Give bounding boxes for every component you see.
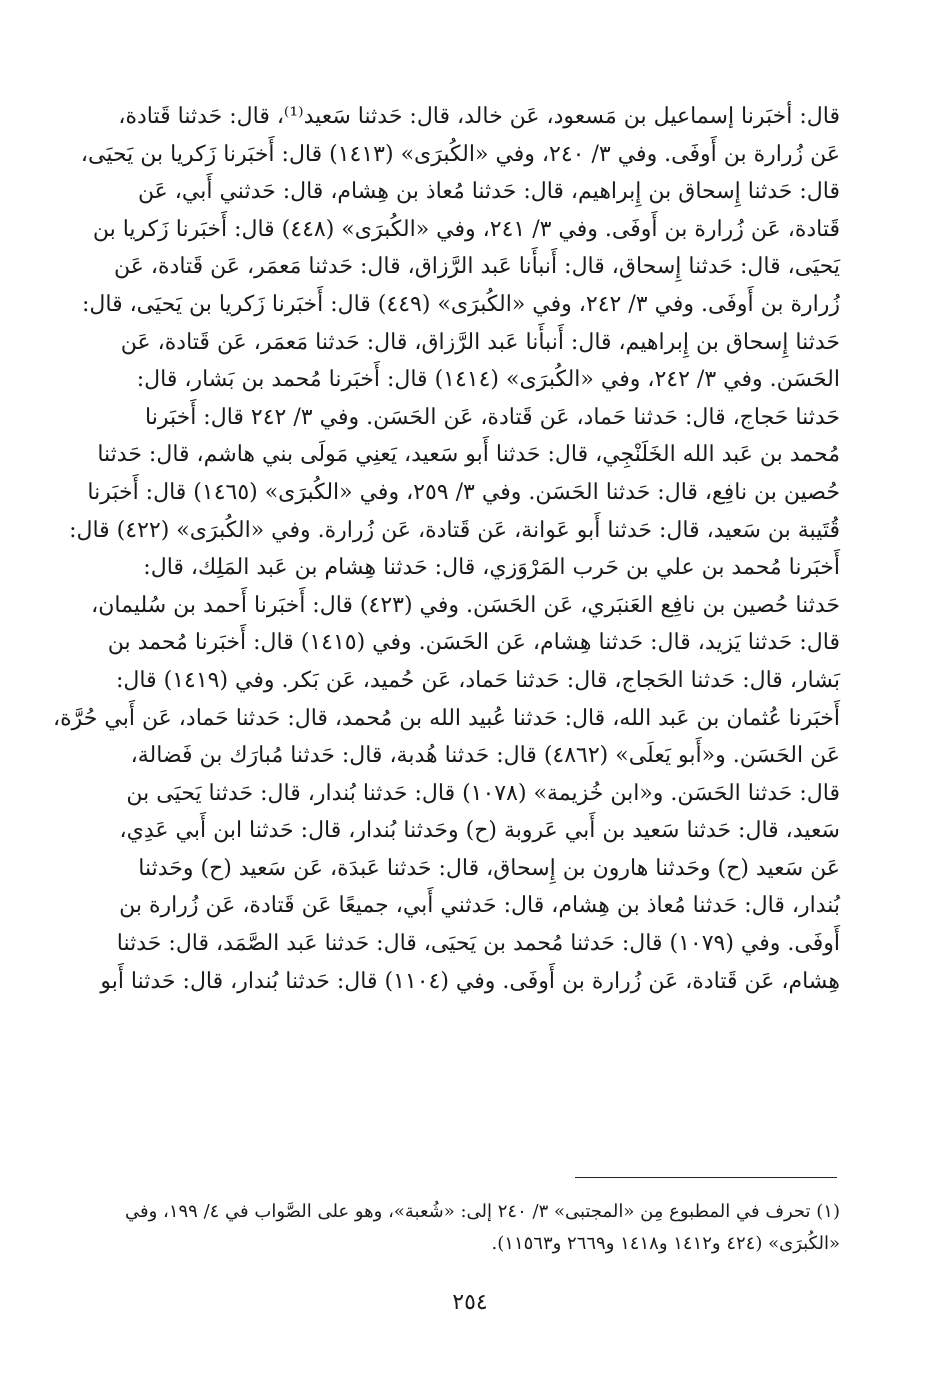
text-line: حَدثنا حَجاج، قال: حَدثنا حَماد، عَن قَتادة، عَن الحَسَن. وفي ٣/ ٢٤٢ قال: أَخبَرنا [145,404,840,430]
text-line: قَتادة، عَن زُرارة بن أَوفَى. وفي ٣/ ٢٤١، وفي «الكُبرَى» (٤٤٨) قال: أَخبَرنا زَكريا بن [92,216,840,242]
text-line: عَن سَعيد (ح) وحَدثنا هارون بن إِسحاق، قال: حَدثنا عَبدَة، عَن سَعيد (ح) وحَدثنا [138,855,840,881]
text-line: أَخبَرنا عُثمان بن عَبد الله، قال: حَدثنا عُبيد الله بن مُحمد، قال: حَدثنا حَماد، عَن أَبي حُرَّة، [53,705,840,731]
footnote-line: «الكُبرَى» (٤٢٤ و١٤١٢ و١٤١٨ و٢٦٦٩ و١١٥٦٣). [491,1233,840,1254]
text-line: عَن زُرارة بن أَوفَى. وفي ٣/ ٢٤٠، وفي «الكُبرَى» (١٤١٣) قال: أَخبَرنا زَكريا بن يَحيَى، [80,141,840,167]
page-number: ٢٥٤ [452,1290,488,1315]
main-text-block [53,98,840,1000]
text-line: بَشار، قال: حَدثنا الحَجاج، قال: حَدثنا حَماد، عَن حُميد، عَن بَكر. وفي (١٤١٩) قال: [116,667,840,693]
text-line: مُحمد بن عَبد الله الخَلَنْجِي، قال: حَدثنا أَبو سَعيد، يَعنِي مَولَى بني هاشم، قال: حَدثنا [97,442,840,468]
text-line: قال: أخبَرنا إسماعيل بن مَسعود، عَن خالد، قال: حَدثنا سَعيد⁽¹⁾، قال: حَدثنا قَتادة، [118,104,840,129]
text-line: سَعيد، قال: حَدثنا سَعيد بن أَبي عَروبة (ح) وحَدثنا بُندار، قال: حَدثنا ابن أَبي عَدِي، [119,818,840,844]
text-line: أَوفَى. وفي (١٠٧٩) قال: حَدثنا مُحمد بن يَحيَى، قال: حَدثنا عَبد الصَّمَد، قال: حَدثنا [116,931,840,957]
footnote-line: (١) تحرف في المطبوع مِن «المجتبى» ٣/ ٢٤٠ إلى: «شُعبة»، وهو على الصَّواب في ٤/ ١٩٩، وفي [125,1201,840,1222]
text-line: يَحيَى، قال: حَدثنا إِسحاق، قال: أَنبأَنا عَبد الرَّزاق، قال: حَدثنا مَعمَر، عَن قَتادة، عَن [114,254,840,280]
text-line: زُرارة بن أَوفَى. وفي ٣/ ٢٤٢، وفي «الكُبرَى» (٤٤٩) قال: أَخبَرنا زَكريا بن يَحيَى، قال: [81,291,840,317]
text-line: بُندار، قال: حَدثنا مُعاذ بن هِشام، قال: حَدثني أَبي، جميعًا عَن قَتادة، عَن زُرارة بن [119,893,840,919]
text-line: قُتَيبة بن سَعيد، قال: حَدثنا أَبو عَوانة، عَن قَتادة، عَن زُرارة. وفي «الكُبرَى» (٤٢٢) قال: [69,517,840,543]
text-line: أَخبَرنا مُحمد بن علي بن حَرب المَرْوَزي، قال: حَدثنا هِشام بن عَبد المَلِك، قال: [143,555,840,581]
text-line: حَدثنا إِسحاق بن إِبراهيم، قال: أَنبأَنا عَبد الرَّزاق، قال: حَدثنا مَعمَر، عَن قَتادة، عَن [120,329,840,355]
text-line: قال: حَدثنا يَزيد، قال: حَدثنا هِشام، عَن الحَسَن. وفي (١٤١٥) قال: أَخبَرنا مُحمد بن [107,630,840,656]
text-line: هِشام، عَن قَتادة، عَن زُرارة بن أَوفَى. وفي (١١٠٤) قال: حَدثنا بُندار، قال: حَدثنا أَبو [100,968,840,994]
text-line: الحَسَن. وفي ٣/ ٢٤٢، وفي «الكُبرَى» (١٤١٤) قال: أَخبَرنا مُحمد بن بَشار، قال: [136,367,840,393]
text-line: قال: حَدثنا إِسحاق بن إِبراهيم، قال: حَدثنا مُعاذ بن هِشام، قال: حَدثني أَبي، عَن [137,179,840,205]
text-line: حَدثنا حُصين بن نافِع العَنبَري، عَن الحَسَن. وفي (٤٢٣) قال: أَخبَرنا أَحمد بن سُليمان، [91,592,840,618]
footnote-divider [575,1177,837,1178]
text-line: قال: حَدثنا الحَسَن. و«ابن خُزيمة» (١٠٧٨) قال: حَدثنا بُندار، قال: حَدثنا يَحيَى بن [126,780,840,806]
text-line: عَن الحَسَن. و«أَبو يَعلَى» (٤٨٦٢) قال: حَدثنا هُدبة، قال: حَدثنا مُبارَك بن فَضالة، [130,743,840,769]
footnotes-block [84,1196,840,1260]
text-line: حُصين بن نافِع، قال: حَدثنا الحَسَن. وفي ٣/ ٢٥٩، وفي «الكُبرَى» (١٤٦٥) قال: أَخبَرنا [87,479,840,505]
